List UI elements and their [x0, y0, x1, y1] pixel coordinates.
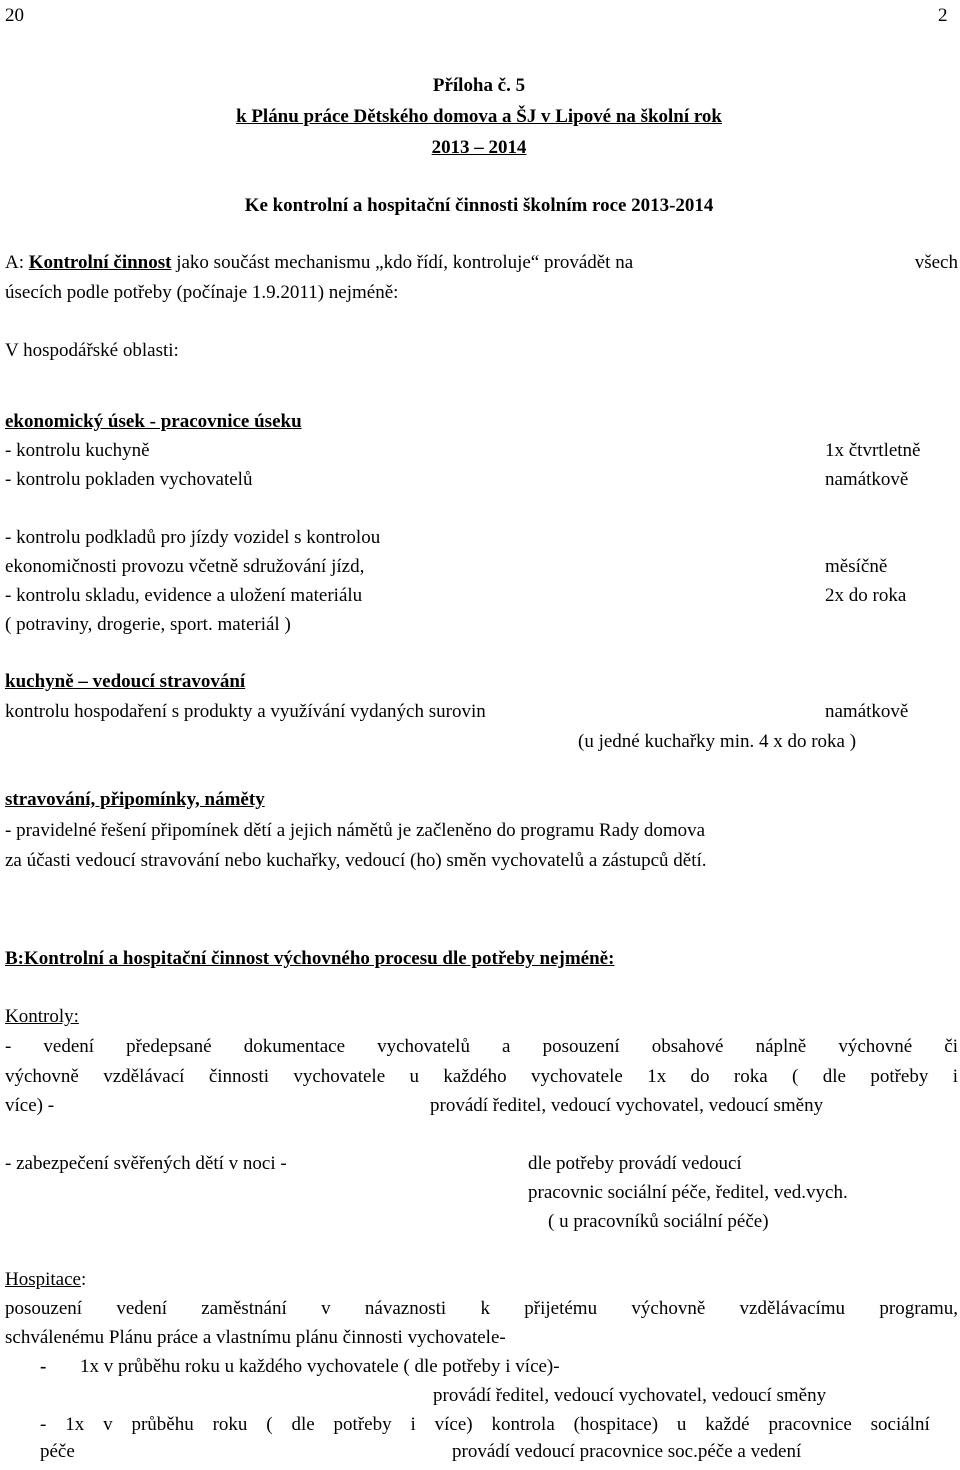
page-number-left: 20 [5, 5, 24, 26]
night-care-line: - zabezpečení svěřených dětí v noci - [5, 1153, 287, 1174]
subtitle: Ke kontrolní a hospitační činnosti školním roce 2013-2014 [244, 195, 714, 216]
kitchen-heading: kuchyně – vedoucí stravování [5, 671, 246, 692]
hospitace-item1-dash: - [40, 1356, 47, 1377]
vehicles-freq: měsíčně [825, 556, 888, 577]
plan-title: k Plánu práce Dětského domova a ŠJ v Lipové na školní rok [236, 106, 722, 127]
controls-heading: Kontroly: [5, 1006, 79, 1027]
night-care-by-1: dle potřeby provádí vedoucí [528, 1153, 742, 1174]
controls-line3: více) - [5, 1095, 55, 1116]
section-a-intro-line2: úsecích podle potřeby (počínaje 1.9.2011) nejméně: [5, 282, 399, 303]
section-a-intro [5, 252, 958, 274]
night-care-by-2: pracovnic sociální péče, ředitel, ved.vych. [528, 1182, 848, 1203]
section-a-intro-text: A: Kontrolní činnost jako součást mechanismu „kdo řídí, kontroluje“ provádět na [5, 252, 634, 273]
page-number-right: 2 [938, 5, 948, 26]
hospitace-item2-by: provádí vedoucí pracovnice soc.péče a vedení [452, 1441, 802, 1462]
vehicles-line1: - kontrolu podkladů pro jízdy vozidel s kontrolou [5, 527, 381, 548]
kitchen-note: (u jedné kuchařky min. 4 x do roka ) [578, 731, 857, 752]
controls-line1: - vedení předepsané dokumentace vychovatelů a posouzení obsahové náplně výchovné či [5, 1036, 958, 1057]
kitchen-freq: namátkově [825, 701, 909, 722]
food-heading: stravování, připomínky, náměty [5, 789, 265, 810]
hospitace-item2: - 1x v průběhu roku ( dle potřeby i více) kontrola (hospitace) u každé pracovnice sociální [40, 1414, 930, 1435]
vehicles-line2: ekonomičnosti provozu včetně sdružování jízd, [5, 556, 365, 577]
hospitace-heading: Hospitace: [5, 1269, 87, 1290]
econ-row-freq: namátkově [825, 469, 909, 490]
econ-row-label: - kontrolu pokladen vychovatelů [5, 469, 253, 490]
control-activity-label: Kontrolní činnost [28, 252, 172, 273]
hospitace-item1-by: provádí ředitel, vedoucí vychovatel, vedoucí směny [433, 1385, 827, 1406]
food-line1: - pravidelné řešení připomínek dětí a jejich námětů je začleněno do programu Rady domova [5, 820, 706, 841]
controls-line2: výchovně vzdělávací činnosti vychovatele u každého vychovatele 1x do roka ( dle potřeby i [5, 1066, 958, 1087]
kitchen-row: kontrolu hospodaření s produkty a využívání vydaných surovin [5, 701, 486, 722]
food-line2: za účasti vedoucí stravování nebo kuchařky, vedoucí (ho) směn vychovatelů a zástupců dětí. [5, 850, 707, 871]
attachment-title: Příloha č. 5 [432, 75, 526, 96]
economic-heading: ekonomický úsek - pracovnice úseku [5, 411, 302, 432]
school-year: 2013 – 2014 [431, 137, 527, 158]
night-care-by-3: ( u pracovníků sociální péče) [548, 1211, 769, 1232]
hospitace-line1: posouzení vedení zaměstnání v návaznosti k přijetému výchovně vzdělávacímu programu, [5, 1298, 958, 1319]
economic-area-label: V hospodářské oblasti: [5, 340, 179, 361]
econ-row-label: - kontrolu kuchyně [5, 440, 150, 461]
store-freq: 2x do roka [825, 585, 907, 606]
store-line1: - kontrolu skladu, evidence a uložení materiálu [5, 585, 363, 606]
hospitace-item2-care: péče [40, 1441, 75, 1462]
section-a-intro-end: všech [914, 252, 958, 273]
controls-performed-by: provádí ředitel, vedoucí vychovatel, vedoucí směny [430, 1095, 824, 1116]
hospitace-item1: 1x v průběhu roku u každého vychovatele ( dle potřeby i více)- [80, 1356, 560, 1377]
econ-row-freq: 1x čtvrtletně [825, 440, 921, 461]
section-b-heading: B:Kontrolní a hospitační činnost výchovného procesu dle potřeby nejméně: [5, 948, 615, 969]
store-line2: ( potraviny, drogerie, sport. materiál ) [5, 614, 291, 635]
hospitace-line2: schválenému Plánu práce a vlastnímu plánu činnosti vychovatele- [5, 1327, 506, 1348]
